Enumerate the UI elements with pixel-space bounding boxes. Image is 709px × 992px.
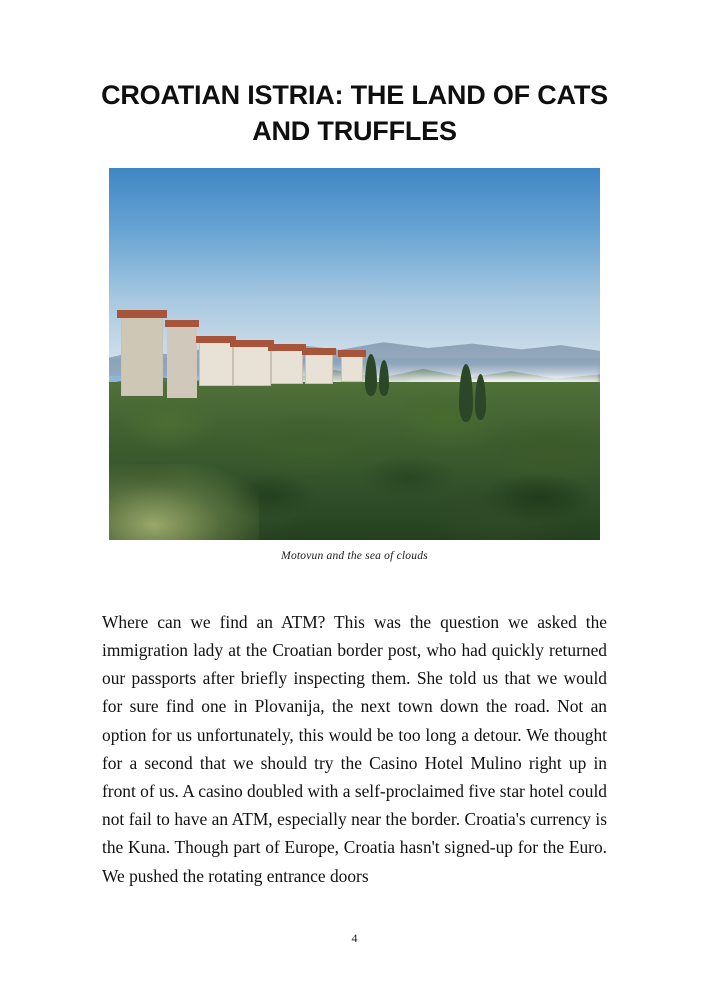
photo-hilltop-village bbox=[115, 298, 385, 408]
photo-roof bbox=[165, 320, 199, 327]
photo-roof bbox=[338, 350, 366, 357]
photo-building bbox=[271, 350, 303, 384]
photo-sunlit-clearing bbox=[109, 464, 259, 540]
page-number: 4 bbox=[351, 931, 358, 945]
photo-motovun bbox=[109, 168, 600, 540]
photo-building bbox=[233, 346, 271, 386]
figure-caption: Motovun and the sea of clouds bbox=[281, 549, 428, 562]
body-paragraph: Where can we find an ATM? This was the question we asked the immigration lady at the Croatian border post, who had quickly returned our passports after briefly inspecting them. She told us that we would for sure find one in Plovanija, the next town down the road. Not an option for us unfortunately, this would be too long a detour. We thought for a second that we should try the Casino Hotel Mulino right up in front of us. A casino doubled with a self-proclaimed five star hotel could not fail to have an ATM, especially near the border. Croatia's currency is the Kuna. Though part of Europe, Croatia hasn't signed-up for the Euro. We pushed the rotating entrance doors bbox=[102, 611, 607, 886]
photo-roof bbox=[268, 344, 306, 351]
photo-building bbox=[121, 316, 163, 396]
photo-bell-tower bbox=[167, 326, 197, 398]
photo-roof bbox=[302, 348, 336, 355]
figure bbox=[109, 168, 600, 562]
photo-building bbox=[305, 354, 333, 384]
photo-roof bbox=[117, 310, 167, 318]
photo-building bbox=[341, 356, 363, 382]
photo-cypress-tree bbox=[365, 354, 377, 396]
page-title: CROATIAN ISTRIA: THE LAND OF CATS AND TRUFFLES bbox=[101, 80, 608, 146]
photo-building bbox=[199, 342, 233, 386]
